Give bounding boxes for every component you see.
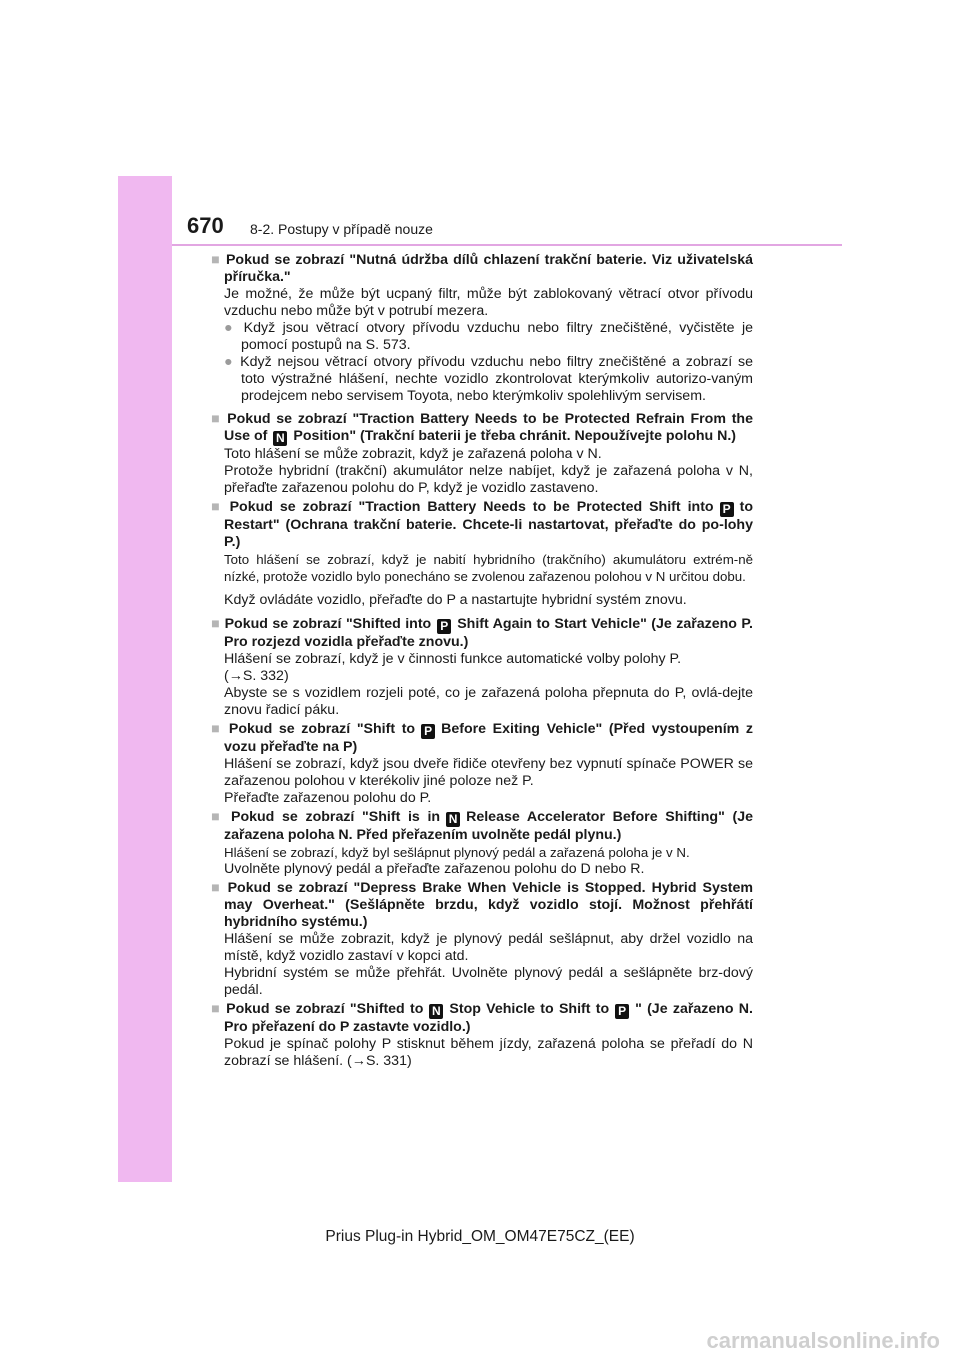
section-body: Hlášení se zobrazí, když je v činnosti funkce automatické volby polohy P. [224, 651, 682, 667]
square-bullet-icon: ■ [211, 809, 224, 825]
section-body: Toto hlášení se může zobrazit, když je zařazená poloha v N. [224, 446, 602, 462]
section-heading: ■ Pokud se zobrazí "Depress Brake When Vehicle is Stopped. Hybrid System may Overheat." (Sešlápněte brzdu, když vozidlo stojí. Možnost přehřátí hybridního systému.) [211, 880, 753, 930]
chapter-sidebar-tab [118, 176, 172, 1182]
p-position-icon: P [437, 619, 451, 634]
section-reference: (→S. 332) [224, 668, 289, 684]
header-divider [172, 244, 842, 246]
section-heading: ■ Pokud se zobrazí "Shifted into P Shift Again to Start Vehicle" (Je zařazeno P. Pro rozjezd vozidla přeřaďte znovu.) [211, 616, 753, 650]
square-bullet-icon: ■ [211, 411, 222, 427]
p-position-icon: P [720, 502, 734, 517]
footer-manual-id: Prius Plug-in Hybrid_OM_OM47E75CZ_(EE) [325, 1228, 635, 1245]
arrow-icon: → [351, 1053, 366, 1069]
section-body: Přeřaďte zařazenou polohu do P. [224, 790, 432, 806]
section-heading: ■ Pokud se zobrazí "Traction Battery Needs to be Protected Shift into P to Restart" (Ochrana trakční baterie. Chcete-li nastartovat, přeřaďte do po-lohy P.) [211, 499, 753, 550]
section-body: Toto hlášení se zobrazí, když je nabití hybridního (trakčního) akumulátoru extrém-ně nízké, protože vozidlo bylo ponecháno se zvolenou zařazenou polohou v N určitou dobu. [224, 552, 753, 584]
square-bullet-icon: ■ [211, 721, 223, 737]
section-title: 8-2. Postupy v případě nouze [250, 221, 433, 237]
section-heading: ■ Pokud se zobrazí "Traction Battery Needs to be Protected Refrain From the Use of N Position" (Trakční baterii je třeba chránit. Nepoužívejte polohu N.) [211, 411, 753, 445]
square-bullet-icon: ■ [211, 499, 223, 515]
section-heading: ■ Pokud se zobrazí "Shift to P Before Exiting Vehicle" (Před vystoupením z vozu přeřaďte na P) [211, 721, 753, 755]
dot-bullet-icon: ● [224, 354, 235, 370]
square-bullet-icon: ■ [211, 880, 222, 896]
section-body: Pokud je spínač polohy P stisknut během jízdy, zařazená poloha se přeřadí do N zobrazí se hlášení. (→S. 331) [224, 1036, 753, 1069]
section-body: Abyste se s vozidlem rozjeli poté, co je zařazená poloha přepnuta do P, ovlá-dejte znovu řadicí páku. [224, 685, 753, 718]
page-number: 670 [187, 213, 224, 238]
section-body: Uvolněte plynový pedál a přeřaďte zařazenou polohu do D nebo R. [224, 861, 645, 877]
watermark: carmanualsonline.info [706, 1328, 940, 1353]
square-bullet-icon: ■ [211, 616, 221, 632]
section-body: Když ovládáte vozidlo, přeřaďte do P a nastartujte hybridní systém znovu. [224, 592, 687, 608]
section-body: Je možné, že může být ucpaný filtr, může být zablokovaný větrací otvor přívodu vzduchu nebo může být v potrubí mezera. [224, 286, 753, 319]
section-body: Hlášení se může zobrazit, když je plynový pedál sešlápnut, aby držel vozidlo na místě, když vozidlo zastaví v kopci atd. [224, 931, 753, 964]
list-item: ● Když jsou větrací otvory přívodu vzduchu nebo filtry znečištěné, vyčistěte je pomocí postupů na S. 573. [224, 320, 753, 353]
dot-bullet-icon: ● [224, 320, 237, 336]
n-position-icon: N [446, 812, 460, 827]
section-body: Hybridní systém se může přehřát. Uvolněte plynový pedál a sešlápněte brz-dový pedál. [224, 965, 753, 998]
square-bullet-icon: ■ [211, 252, 221, 268]
square-bullet-icon: ■ [211, 1001, 221, 1017]
section-heading: ■ Pokud se zobrazí "Nutná údržba dílů chlazení trakční baterie. Viz uživatelská příručka." [211, 252, 753, 285]
p-position-icon: P [421, 724, 435, 739]
section-heading: ■ Pokud se zobrazí "Shift is in N Release Accelerator Before Shifting" (Je zařazena poloha N. Před přeřazením uvolněte pedál plynu.) [211, 809, 753, 843]
n-position-icon: N [429, 1004, 443, 1019]
section-body: Hlášení se zobrazí, když byl sešlápnut plynový pedál a zařazená poloha je v N. [224, 845, 690, 860]
n-position-icon: N [273, 431, 287, 446]
arrow-icon: → [228, 668, 243, 684]
section-heading: ■ Pokud se zobrazí "Shifted to N Stop Vehicle to Shift to P " (Je zařazeno N. Pro přeřazení do P zastavte vozidlo.) [211, 1001, 753, 1035]
section-body: Hlášení se zobrazí, když jsou dveře řidiče otevřeny bez vypnutí spínače POWER se zařazenou polohou v kterékoliv jiné poloze než P. [224, 756, 753, 789]
section-body: Protože hybridní (trakční) akumulátor nelze nabíjet, když je zařazená poloha v N, přeřaďte zařazenou polohu do P, když je vozidlo zastaveno. [224, 463, 753, 496]
list-item: ● Když nejsou větrací otvory přívodu vzduchu nebo filtry znečištěné a zobrazí se toto výstražné hlášení, nechte vozidlo zkontrolovat kterýmkoliv autorizo-vaným prodejcem nebo servisem Toyota, nebo kterýmkoliv spolehlivým servisem. [224, 354, 753, 404]
page-content [211, 252, 753, 1070]
p-position-icon: P [615, 1004, 629, 1019]
